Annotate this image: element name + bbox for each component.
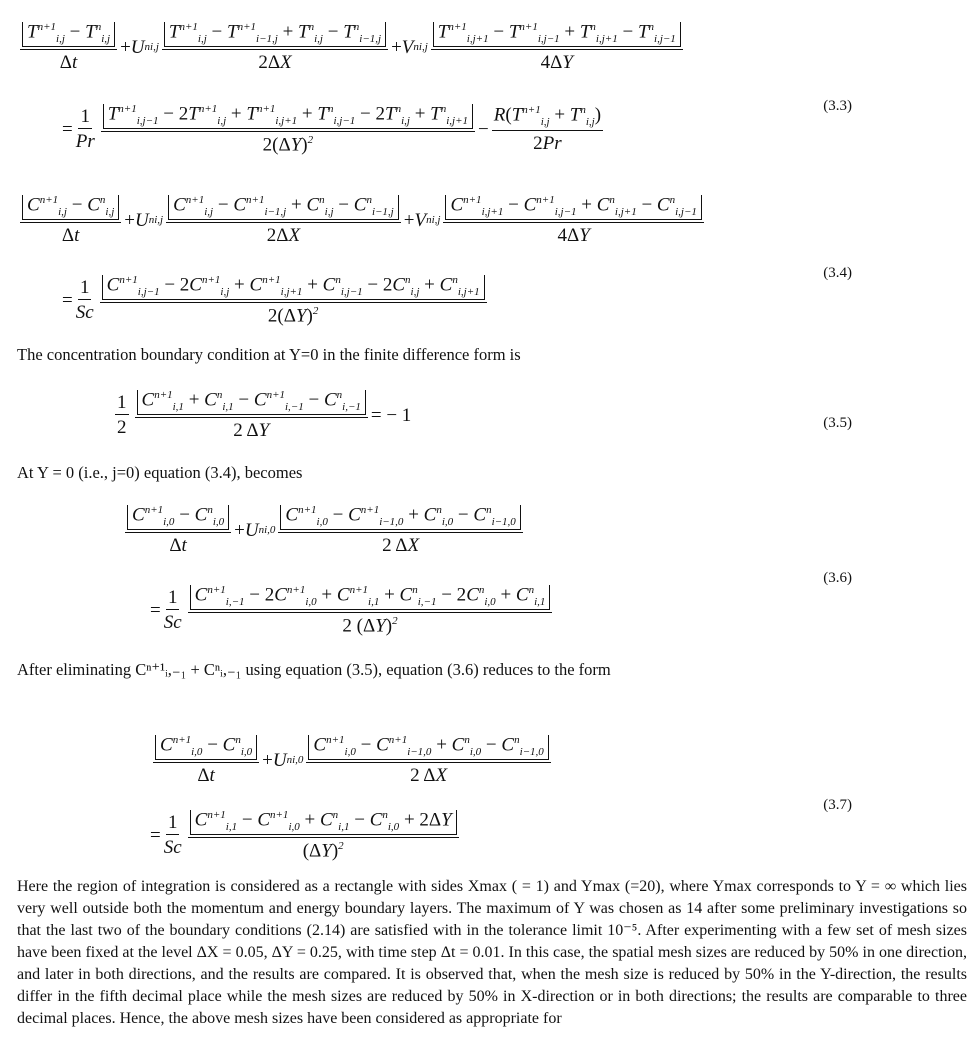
equation-3-3-line1: $\frac{T^{n+1}_{i,j} - T^n_{i,j}}{\Delta t}$ + U n i,j $\frac{T^{n+1}_{i,j} - T^{n+1}_{i-1,j} + T^n_{i,j} - T^n_{i-1,j}}{2\Delta X}$ + V n i,j $\frac{T^{n+1}_{i,j+1} - T^{n+1}_{i,j-1} + T^n_{i,j+1} - T^n_{i,j-1}}{4\Delta Y}$ [17,22,686,72]
equation-3-3-line2: = $\frac{1}{Pr}$ $T^{n+1}_{i,j-1} - 2T^{n+1}_{i,j} + T^{n+1}_{i,j+1} + T^n_{i,j-1} - 2T^n_{i,j} + T^n_{i,j+1}$ $2(\Delta Y)^2$ − $\frac{R(T^{n+1}_{i,j} + T^n_{i,j})}{2Pr}$ [62,103,602,156]
body-paragraph: Here the region of integration is considered as a rectangle with sides Xmax ( = 1) and Ymax (=20), where Ymax corresponds to Y = ∞ which lies very well outside both the momentum and energy boundary layers. The maximum of Y was chosen as 14 after some preliminary investigations so that the last two of the boundary conditions (2.14) are satisfied with in the tolerance limit 10⁻⁵. After experimenting with a few set of mesh sizes have been fixed at the level ΔX = 0.05, ΔY = 0.25, with time step Δt = 0.01. In this case, the spatial mesh sizes are reduced by 50% in one direction, and later in both directions, and the results are compared. It is observed that, when the mesh size is reduced by 50% in the Y-direction, the results differ in the fifth decimal place while the mesh sizes are reduced by 50% in X-direction or in both directions; the results are comparable to three decimal places. Hence, the above mesh sizes have been considered as appropriate for [17,878,967,1027]
at-y0-text: At Y = 0 (i.e., j=0) equation (3.4), becomes [17,463,303,482]
equation-3-7-line1: $\frac{C^{n+1}_{i,0} - C^n_{i,0}}{\Delta t}$ + U n i,0 $\frac{C^{n+1}_{i,0} - C^{n+1}_{i-1,0} + C^n_{i,0} - C^n_{i-1,0}}{2 \Delta X}$ [150,735,554,785]
equation-3-6-line1: $\frac{C^{n+1}_{i,0} - C^n_{i,0}}{\Delta t}$ + U n i,0 $\frac{C^{n+1}_{i,0} - C^{n+1}_{i-1,0} + C^n_{i,0} - C^n_{i-1,0}}{2 \Delta X}$ [122,505,526,555]
equation-3-5: $\frac{1}{2}$ $\frac{C^{n+1}_{i,1} + C^n_{i,1} - C^{n+1}_{i,-1} - C^n_{i,-1}}{2 \Delta Y}$ = − 1 [117,389,412,442]
equation-3-6-line2: = $\frac{1}{Sc}$ $\frac{C^{n+1}_{i,-1} - 2C^{n+1}_{i,0} + C^{n+1}_{i,1} + C^n_{i,-1} - 2C^n_{i,0} + C^n_{i,1}}{2 (\Delta Y)^2}$ [150,585,555,635]
equation-number-3-3: (3.3) [823,98,852,114]
equation-number-3-5: (3.5) [823,415,852,431]
equation-number-3-6: (3.6) [823,570,852,586]
equation-3-4-line1: $\frac{C^{n+1}_{i,j} - C^n_{i,j}}{\Delta t}$ + U n i,j $\frac{C^{n+1}_{i,j} - C^{n+1}_{i-1,j} + C^n_{i,j} - C^n_{i-1,j}}{2\Delta X}$ + V n i,j $\frac{C^{n+1}_{i,j+1} - C^{n+1}_{i,j-1} + C^n_{i,j+1} - C^n_{i,j-1}}{4\Delta Y}$ [17,195,707,245]
equation-3-7-line2: = $\frac{1}{Sc}$ $\frac{C^{n+1}_{i,1} - C^{n+1}_{i,0} + C^n_{i,1} - C^n_{i,0} + 2\Delta Y}{(\Delta Y)^2}$ [150,810,462,860]
equation-number-3-4: (3.4) [823,265,852,281]
bc-intro-text: The concentration boundary condition at Y=0 in the finite difference form is [17,345,521,364]
after-eliminating-text: After eliminating Cⁿ⁺¹ᵢ,₋₁ + Cⁿᵢ,₋₁ using equation (3.5), equation (3.6) reduces to the form [17,660,611,679]
equation-3-4-line2: = $\frac{1}{Sc}$ $C^{n+1}_{i,j-1} - 2C^{n+1}_{i,j} + C^{n+1}_{i,j+1} + C^n_{i,j-1} - 2C^n_{i,j} + C^n_{i,j+1}$ $2(\Delta Y)^2$ [62,275,490,325]
equation-number-3-7: (3.7) [823,797,852,813]
